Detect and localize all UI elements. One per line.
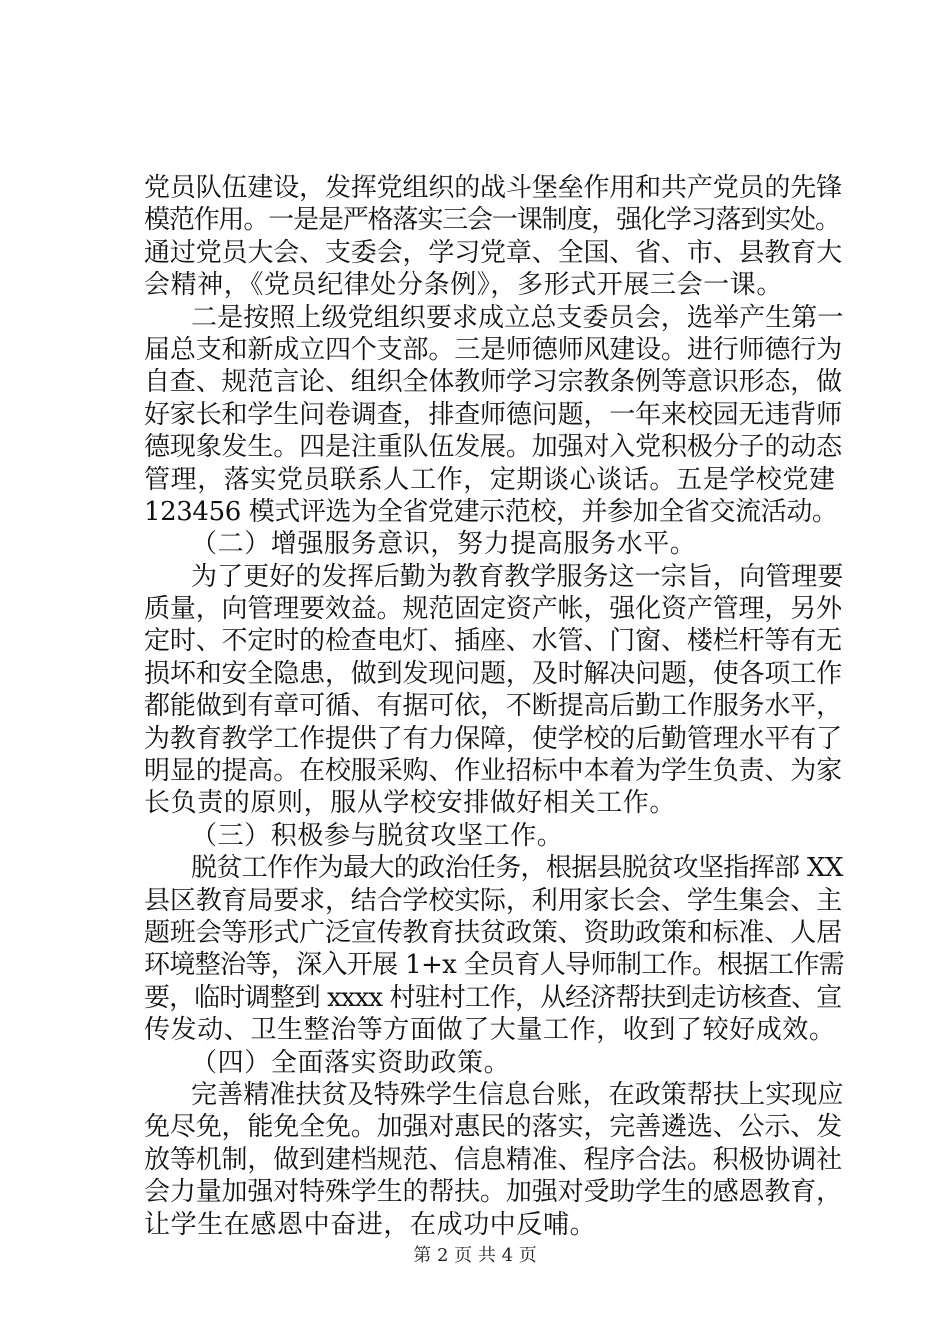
text-line: 模范作用。一是是严格落实三会一课制度，强化学习落到实处。 <box>144 205 840 236</box>
text-line: 届总支和新成立四个支部。三是师德师风建设。进行师德行为 <box>144 334 842 365</box>
text-line: （四）全面落实资助政策。 <box>191 1047 511 1078</box>
text-line: 脱贫工作作为最大的政治任务，根据县脱贫攻坚指挥部 XX <box>191 853 843 884</box>
text-line: 质量，向管理要效益。规范固定资产帐，强化资产管理，另外 <box>144 594 842 625</box>
text-line: 为教育教学工作提供了有力保障，使学校的后勤管理水平有了 <box>144 723 842 754</box>
text-line: （三）积极参与脱贫攻坚工作。 <box>191 820 564 851</box>
text-line: 环境整治等，深入开展 1+x 全员育人导师制工作。根据工作需 <box>144 950 845 981</box>
text-line: 为了更好的发挥后勤为教育教学服务这一宗旨，向管理要 <box>191 561 844 592</box>
text-line: 二是按照上级党组织要求成立总支委员会，选举产生第一 <box>191 302 844 333</box>
text-line: 明显的提高。在校服采购、作业招标中本着为学生负责、为家 <box>144 756 842 787</box>
text-line: 会力量加强对特殊学生的帮扶。加强对受助学生的感恩教育， <box>144 1177 842 1208</box>
text-line: 题班会等形式广泛宣传教育扶贫政策、资助政策和标准、人居 <box>144 917 842 948</box>
text-line: 放等机制，做到建档规范、信息精准、程序合法。积极协调社 <box>144 1144 842 1175</box>
text-line: 123456 模式评选为全省党建示范校，并参加全省交流活动。 <box>144 496 838 527</box>
text-line: 传发动、卫生整治等方面做了大量工作，收到了较好成效。 <box>144 1015 836 1046</box>
text-line: 要，临时调整到 xxxx 村驻村工作，从经济帮扶到走访核查、宣 <box>144 982 842 1013</box>
text-line: 好家长和学生问卷调查，排查师德问题，一年来校园无违背师 <box>144 399 842 430</box>
text-line: 让学生在感恩中奋进，在成功中反哺。 <box>144 1209 597 1240</box>
text-line: 都能做到有章可循、有据可依，不断提高后勤工作服务水平， <box>144 691 842 722</box>
text-line: 县区教育局要求，结合学校实际，利用家长会、学生集会、主 <box>144 885 842 916</box>
text-line: 长负责的原则，服从学校安排做好相关工作。 <box>144 788 677 819</box>
text-line: 免尽免，能免全免。加强对惠民的落实，完善遴选、公示、发 <box>144 1112 842 1143</box>
text-line: 通过党员大会、支委会，学习党章、全国、省、市、县教育大 <box>144 237 842 268</box>
text-line: 自查、规范言论、组织全体教师学习宗教条例等意识形态，做 <box>144 367 842 398</box>
document-body <box>144 172 844 1241</box>
text-line: 完善精准扶贫及特殊学生信息台账，在政策帮扶上实现应 <box>191 1079 844 1110</box>
text-line: 管理，落实党员联系人工作，定期谈心谈话。五是学校党建 <box>144 464 836 495</box>
page-footer: 第 2 页 共 4 页 <box>413 1245 537 1266</box>
text-line: （二）增强服务意识，努力提高服务水平。 <box>191 529 697 560</box>
text-line: 定时、不定时的检查电灯、插座、水管、门窗、楼栏杆等有无 <box>144 626 842 657</box>
text-line: 会精神，《党员纪律处分条例》，多形式开展三会一课。 <box>144 270 784 301</box>
text-line: 损坏和安全隐患，做到发现问题，及时解决问题，使各项工作 <box>144 658 842 689</box>
text-line: 党员队伍建设，发挥党组织的战斗堡垒作用和共产党员的先锋 <box>144 173 842 203</box>
text-line: 德现象发生。四是注重队伍发展。加强对入党积极分子的动态 <box>144 432 842 463</box>
